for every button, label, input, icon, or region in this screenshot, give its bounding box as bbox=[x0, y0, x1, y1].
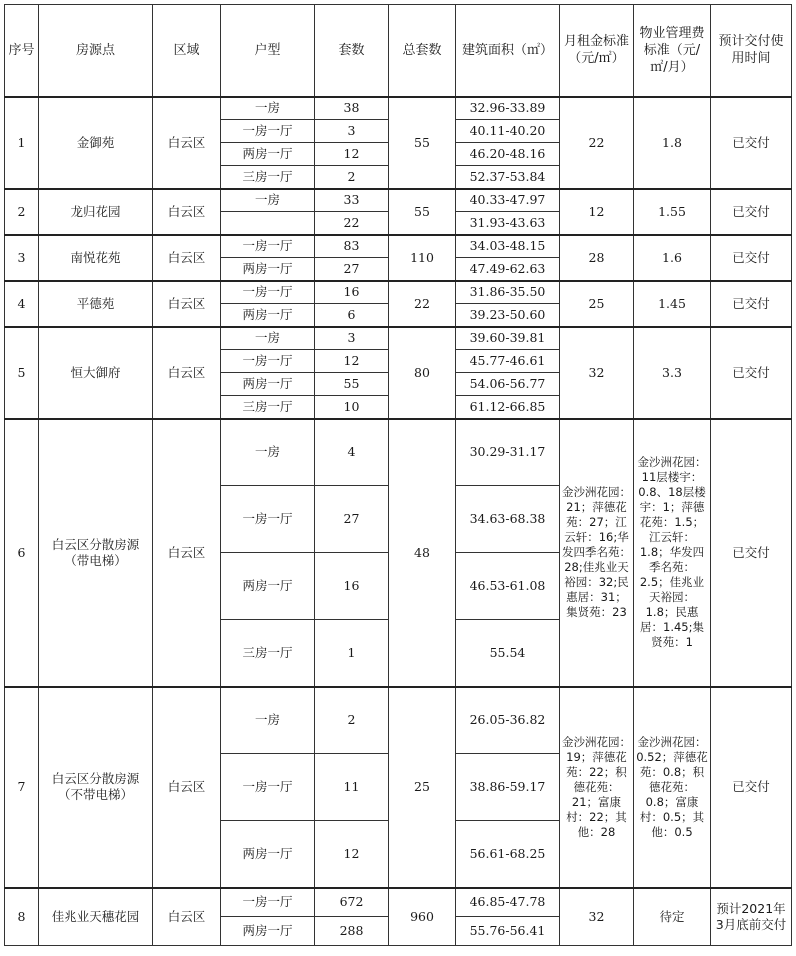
header-district: 区域 bbox=[153, 5, 221, 97]
unit-area: 34.63-68.38 bbox=[456, 486, 560, 553]
row-total: 25 bbox=[389, 687, 456, 888]
header-total: 总套数 bbox=[389, 5, 456, 97]
unit-type: 一房 bbox=[221, 189, 315, 212]
unit-count: 672 bbox=[315, 888, 389, 917]
unit-area: 55.54 bbox=[456, 620, 560, 687]
unit-count: 3 bbox=[315, 327, 389, 350]
unit-type: 两房一厅 bbox=[221, 553, 315, 620]
header-delivery: 预计交付使用时间 bbox=[711, 5, 792, 97]
header-rent: 月租金标准（元/㎡） bbox=[560, 5, 634, 97]
unit-area: 55.76-56.41 bbox=[456, 917, 560, 946]
row-delivery: 已交付 bbox=[711, 687, 792, 888]
unit-count: 27 bbox=[315, 486, 389, 553]
row-rent: 12 bbox=[560, 189, 634, 235]
unit-area: 38.86-59.17 bbox=[456, 754, 560, 821]
header-fee: 物业管理费标准（元/㎡/月） bbox=[634, 5, 711, 97]
unit-type: 一房一厅 bbox=[221, 888, 315, 917]
unit-count: 11 bbox=[315, 754, 389, 821]
row-district: 白云区 bbox=[153, 97, 221, 189]
row-district: 白云区 bbox=[153, 888, 221, 946]
unit-type: 一房一厅 bbox=[221, 120, 315, 143]
row-district: 白云区 bbox=[153, 235, 221, 281]
row-rent: 28 bbox=[560, 235, 634, 281]
row-seq: 1 bbox=[5, 97, 39, 189]
row-delivery: 已交付 bbox=[711, 281, 792, 327]
unit-area: 56.61-68.25 bbox=[456, 821, 560, 888]
unit-area: 46.53-61.08 bbox=[456, 553, 560, 620]
row-total: 110 bbox=[389, 235, 456, 281]
table-row bbox=[5, 281, 792, 304]
row-total: 80 bbox=[389, 327, 456, 419]
unit-area: 61.12-66.85 bbox=[456, 396, 560, 419]
unit-type: 一房 bbox=[221, 687, 315, 754]
header-row bbox=[5, 5, 792, 97]
row-name: 龙归花园 bbox=[39, 189, 153, 235]
unit-type: 三房一厅 bbox=[221, 166, 315, 189]
unit-type: 两房一厅 bbox=[221, 304, 315, 327]
unit-type bbox=[221, 212, 315, 235]
unit-area: 46.85-47.78 bbox=[456, 888, 560, 917]
header-area: 建筑面积（㎡） bbox=[456, 5, 560, 97]
header-type: 户型 bbox=[221, 5, 315, 97]
unit-type: 一房 bbox=[221, 419, 315, 486]
row-fee: 3.3 bbox=[634, 327, 711, 419]
row-district: 白云区 bbox=[153, 281, 221, 327]
unit-count: 3 bbox=[315, 120, 389, 143]
row-rent: 金沙洲花园：21；萍德花苑：27；江云轩：16;华发四季名苑：28;佳兆业天裕园：32;民惠居：31；集贤苑：23 bbox=[560, 419, 634, 687]
unit-type: 两房一厅 bbox=[221, 143, 315, 166]
unit-count: 38 bbox=[315, 97, 389, 120]
table-row bbox=[5, 97, 792, 120]
table-row bbox=[5, 687, 792, 754]
unit-area: 46.20-48.16 bbox=[456, 143, 560, 166]
row-seq: 7 bbox=[5, 687, 39, 888]
row-total: 960 bbox=[389, 888, 456, 946]
row-district: 白云区 bbox=[153, 189, 221, 235]
unit-type: 两房一厅 bbox=[221, 821, 315, 888]
unit-area: 32.96-33.89 bbox=[456, 97, 560, 120]
unit-area: 47.49-62.63 bbox=[456, 258, 560, 281]
unit-type: 一房 bbox=[221, 97, 315, 120]
unit-count: 16 bbox=[315, 281, 389, 304]
unit-type: 一房一厅 bbox=[221, 235, 315, 258]
row-fee: 金沙洲花园：0.52；萍德花苑：0.8；积德花苑：0.8；富康村：0.5；其他：0.5 bbox=[634, 687, 711, 888]
unit-area: 30.29-31.17 bbox=[456, 419, 560, 486]
table-row bbox=[5, 888, 792, 917]
row-fee: 1.45 bbox=[634, 281, 711, 327]
unit-type: 三房一厅 bbox=[221, 620, 315, 687]
unit-count: 1 bbox=[315, 620, 389, 687]
row-name: 白云区分散房源（不带电梯） bbox=[39, 687, 153, 888]
housing-table bbox=[4, 4, 792, 946]
unit-type: 两房一厅 bbox=[221, 917, 315, 946]
row-name: 恒大御府 bbox=[39, 327, 153, 419]
table-row bbox=[5, 419, 792, 486]
unit-count: 288 bbox=[315, 917, 389, 946]
row-rent: 25 bbox=[560, 281, 634, 327]
unit-area: 39.60-39.81 bbox=[456, 327, 560, 350]
row-name: 白云区分散房源（带电梯） bbox=[39, 419, 153, 687]
row-delivery: 已交付 bbox=[711, 97, 792, 189]
unit-count: 27 bbox=[315, 258, 389, 281]
row-rent: 金沙洲花园：19；萍德花苑：22；积德花苑：21；富康村：22；其他：28 bbox=[560, 687, 634, 888]
row-seq: 6 bbox=[5, 419, 39, 687]
row-total: 48 bbox=[389, 419, 456, 687]
unit-type: 两房一厅 bbox=[221, 373, 315, 396]
row-rent: 32 bbox=[560, 327, 634, 419]
row-seq: 4 bbox=[5, 281, 39, 327]
row-name: 南悦花苑 bbox=[39, 235, 153, 281]
unit-area: 26.05-36.82 bbox=[456, 687, 560, 754]
header-seq: 序号 bbox=[5, 5, 39, 97]
row-fee: 1.6 bbox=[634, 235, 711, 281]
row-total: 55 bbox=[389, 189, 456, 235]
unit-count: 33 bbox=[315, 189, 389, 212]
unit-area: 40.33-47.97 bbox=[456, 189, 560, 212]
unit-area: 54.06-56.77 bbox=[456, 373, 560, 396]
row-delivery: 已交付 bbox=[711, 419, 792, 687]
row-total: 55 bbox=[389, 97, 456, 189]
unit-area: 52.37-53.84 bbox=[456, 166, 560, 189]
unit-count: 12 bbox=[315, 143, 389, 166]
unit-type: 一房一厅 bbox=[221, 486, 315, 553]
row-fee: 金沙洲花园：11层楼宇：0.8、18层楼宇：1；萍德花苑：1.5；江云轩：1.8；华发四季名苑：2.5；佳兆业天裕园：1.8；民惠居：1.45;集贤苑：1 bbox=[634, 419, 711, 687]
row-seq: 8 bbox=[5, 888, 39, 946]
unit-type: 一房一厅 bbox=[221, 350, 315, 373]
row-delivery: 已交付 bbox=[711, 235, 792, 281]
unit-count: 12 bbox=[315, 821, 389, 888]
row-fee: 待定 bbox=[634, 888, 711, 946]
unit-area: 31.86-35.50 bbox=[456, 281, 560, 304]
unit-type: 一房一厅 bbox=[221, 281, 315, 304]
unit-count: 22 bbox=[315, 212, 389, 235]
header-name: 房源点 bbox=[39, 5, 153, 97]
unit-area: 45.77-46.61 bbox=[456, 350, 560, 373]
row-name: 平德苑 bbox=[39, 281, 153, 327]
row-fee: 1.8 bbox=[634, 97, 711, 189]
row-seq: 2 bbox=[5, 189, 39, 235]
unit-count: 83 bbox=[315, 235, 389, 258]
row-district: 白云区 bbox=[153, 327, 221, 419]
unit-count: 4 bbox=[315, 419, 389, 486]
row-district: 白云区 bbox=[153, 687, 221, 888]
unit-area: 39.23-50.60 bbox=[456, 304, 560, 327]
table-row bbox=[5, 327, 792, 350]
unit-type: 一房 bbox=[221, 327, 315, 350]
unit-count: 12 bbox=[315, 350, 389, 373]
row-rent: 32 bbox=[560, 888, 634, 946]
row-name: 佳兆业天穗花园 bbox=[39, 888, 153, 946]
unit-area: 34.03-48.15 bbox=[456, 235, 560, 258]
unit-type: 一房一厅 bbox=[221, 754, 315, 821]
table-row bbox=[5, 189, 792, 212]
row-seq: 5 bbox=[5, 327, 39, 419]
unit-count: 16 bbox=[315, 553, 389, 620]
row-district: 白云区 bbox=[153, 419, 221, 687]
row-rent: 22 bbox=[560, 97, 634, 189]
unit-area: 31.93-43.63 bbox=[456, 212, 560, 235]
unit-type: 两房一厅 bbox=[221, 258, 315, 281]
row-delivery: 已交付 bbox=[711, 189, 792, 235]
unit-type: 三房一厅 bbox=[221, 396, 315, 419]
unit-area: 40.11-40.20 bbox=[456, 120, 560, 143]
unit-count: 6 bbox=[315, 304, 389, 327]
row-total: 22 bbox=[389, 281, 456, 327]
row-delivery: 预计2021年3月底前交付 bbox=[711, 888, 792, 946]
unit-count: 2 bbox=[315, 687, 389, 754]
table-row bbox=[5, 235, 792, 258]
unit-count: 2 bbox=[315, 166, 389, 189]
unit-count: 55 bbox=[315, 373, 389, 396]
row-seq: 3 bbox=[5, 235, 39, 281]
header-units: 套数 bbox=[315, 5, 389, 97]
row-name: 金御苑 bbox=[39, 97, 153, 189]
row-fee: 1.55 bbox=[634, 189, 711, 235]
unit-count: 10 bbox=[315, 396, 389, 419]
row-delivery: 已交付 bbox=[711, 327, 792, 419]
